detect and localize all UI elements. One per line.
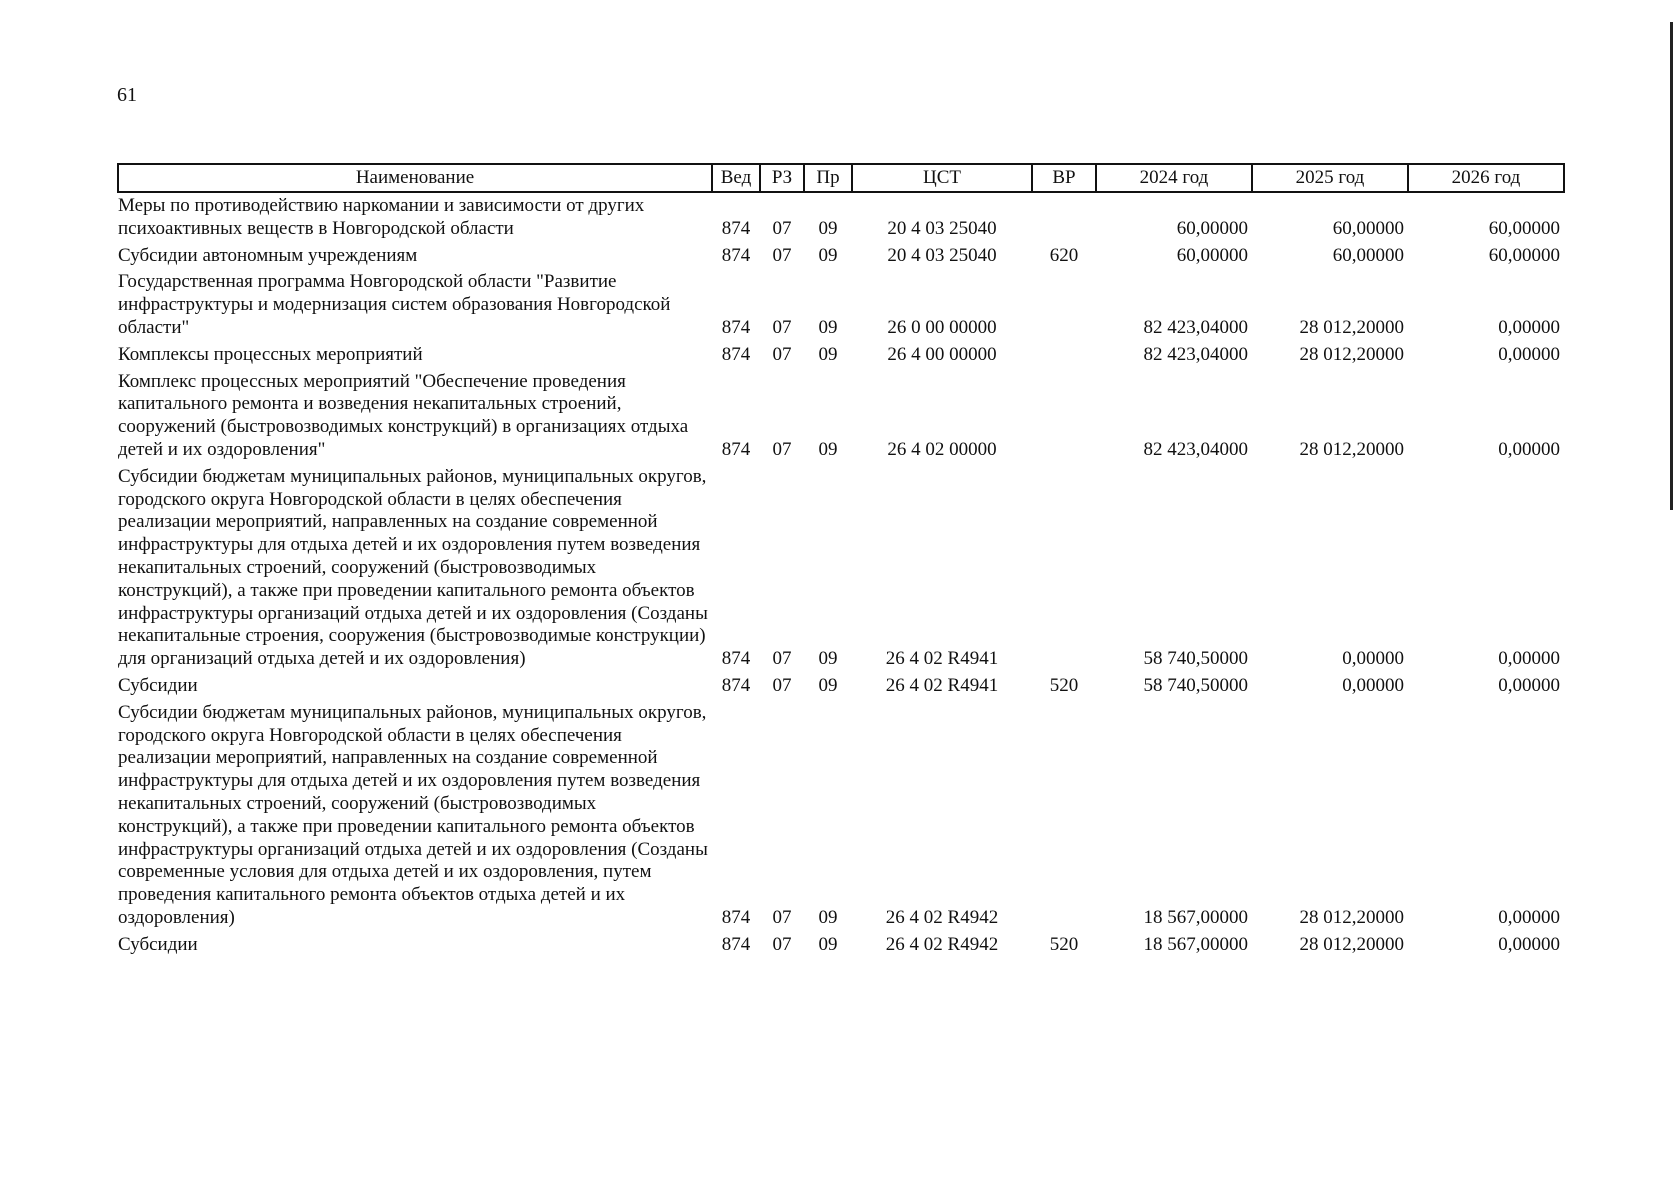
row-pr: 09 bbox=[818, 343, 838, 365]
row-2026: 0,00000 bbox=[1498, 648, 1560, 670]
row-2024: 18 567,00000 bbox=[1143, 933, 1248, 955]
row-cst: 20 4 03 25040 bbox=[887, 217, 997, 239]
row-2025: 60,00000 bbox=[1332, 217, 1404, 239]
table-row bbox=[118, 340, 1564, 367]
table-row bbox=[118, 671, 1564, 698]
row-2026: 0,00000 bbox=[1498, 906, 1560, 928]
row-ved: 874 bbox=[721, 438, 751, 460]
row-pr: 09 bbox=[818, 217, 838, 239]
header-vr: ВР bbox=[1032, 164, 1096, 192]
row-pr: 09 bbox=[818, 438, 838, 460]
header-ved: Вед bbox=[712, 164, 760, 192]
row-rz: 07 bbox=[772, 217, 792, 239]
row-pr: 09 bbox=[818, 648, 838, 670]
row-cst: 26 4 02 00000 bbox=[887, 438, 997, 460]
row-ved: 874 bbox=[721, 906, 751, 928]
row-2025: 28 012,20000 bbox=[1299, 906, 1404, 928]
row-ved: 874 bbox=[721, 674, 751, 696]
header-pr: Пр bbox=[804, 164, 852, 192]
row-2025: 28 012,20000 bbox=[1299, 343, 1404, 365]
row-cst: 26 4 00 00000 bbox=[887, 343, 997, 365]
row-vr bbox=[1032, 192, 1096, 241]
row-2024: 60,00000 bbox=[1176, 244, 1248, 266]
row-2024: 82 423,04000 bbox=[1143, 316, 1248, 338]
table-row bbox=[118, 698, 1564, 930]
row-2024: 60,00000 bbox=[1176, 217, 1248, 239]
row-ved: 874 bbox=[721, 933, 751, 955]
row-2026: 0,00000 bbox=[1498, 674, 1560, 696]
table-row bbox=[118, 930, 1564, 957]
table-row bbox=[118, 267, 1564, 339]
row-vr bbox=[1032, 367, 1096, 462]
row-name: Меры по противодействию наркомании и зависимости от других психоактивных веществ в Новгородской области bbox=[118, 195, 645, 239]
row-vr bbox=[1032, 698, 1096, 930]
row-2026: 0,00000 bbox=[1498, 438, 1560, 460]
header-2025: 2025 год bbox=[1252, 164, 1408, 192]
row-ved: 874 bbox=[721, 316, 751, 338]
row-rz: 07 bbox=[772, 343, 792, 365]
row-rz: 07 bbox=[772, 316, 792, 338]
row-cst: 20 4 03 25040 bbox=[887, 244, 997, 266]
row-2025: 60,00000 bbox=[1332, 244, 1404, 266]
row-vr: 520 bbox=[1049, 674, 1079, 696]
row-rz: 07 bbox=[772, 438, 792, 460]
row-cst: 26 4 02 R4941 bbox=[885, 674, 999, 696]
row-2025: 28 012,20000 bbox=[1299, 438, 1404, 460]
row-2026: 60,00000 bbox=[1488, 217, 1560, 239]
header-name: Наименование bbox=[118, 164, 712, 192]
header-2026: 2026 год bbox=[1408, 164, 1564, 192]
row-ved: 874 bbox=[721, 217, 751, 239]
row-pr: 09 bbox=[818, 674, 838, 696]
row-name: Комплексы процессных мероприятий bbox=[118, 343, 423, 365]
row-vr bbox=[1032, 340, 1096, 367]
row-cst: 26 4 02 R4941 bbox=[885, 648, 999, 670]
row-pr: 09 bbox=[818, 316, 838, 338]
scan-edge-line bbox=[1670, 22, 1673, 510]
header-rz: РЗ bbox=[760, 164, 804, 192]
table-row bbox=[118, 367, 1564, 462]
row-2024: 58 740,50000 bbox=[1143, 648, 1248, 670]
header-cst: ЦСТ bbox=[852, 164, 1032, 192]
row-pr: 09 bbox=[818, 906, 838, 928]
row-name: Субсидии бюджетам муниципальных районов, муниципальных округов, городского округа Новгородской области в целях обеспечения реализации мероприятий, направленных на создание современной инфраструктуры для отдыха детей и их оздоровления путем возведения некапитальных строений, сооружений (быстровозводимых конструкций), а также при проведении капитального ремонта объектов инфраструктуры организаций отдыха детей и их оздоровления (Созданы некапитальные строения, сооружения (быстровозводимые конструкции) для организаций отдыха детей и их оздоровления) bbox=[118, 465, 708, 670]
row-rz: 07 bbox=[772, 674, 792, 696]
row-2024: 58 740,50000 bbox=[1143, 674, 1248, 696]
row-ved: 874 bbox=[721, 244, 751, 266]
row-cst: 26 0 00 00000 bbox=[887, 316, 997, 338]
row-vr: 620 bbox=[1049, 244, 1079, 266]
row-pr: 09 bbox=[818, 933, 838, 955]
row-2025: 28 012,20000 bbox=[1299, 933, 1404, 955]
row-2025: 28 012,20000 bbox=[1299, 316, 1404, 338]
table-header bbox=[118, 164, 1564, 192]
page-number: 61 bbox=[117, 84, 137, 106]
row-name: Субсидии bbox=[118, 933, 198, 955]
row-name: Комплекс процессных мероприятий "Обеспечение проведения капитального ремонта и возведения некапитальных строений, сооружений (быстровозводимых конструкций) в организациях отдыха детей и их оздоровления" bbox=[118, 370, 689, 460]
row-2024: 82 423,04000 bbox=[1143, 438, 1248, 460]
row-2025: 0,00000 bbox=[1342, 648, 1404, 670]
row-name: Субсидии автономным учреждениям bbox=[118, 244, 418, 266]
row-2024: 82 423,04000 bbox=[1143, 343, 1248, 365]
row-rz: 07 bbox=[772, 244, 792, 266]
table-row bbox=[118, 192, 1564, 241]
row-ved: 874 bbox=[721, 343, 751, 365]
table-row bbox=[118, 241, 1564, 268]
budget-table bbox=[117, 163, 1565, 957]
row-name: Субсидии bbox=[118, 674, 198, 696]
row-vr: 520 bbox=[1049, 933, 1079, 955]
row-2026: 0,00000 bbox=[1498, 316, 1560, 338]
budget-table-container bbox=[117, 163, 1565, 957]
row-rz: 07 bbox=[772, 648, 792, 670]
row-cst: 26 4 02 R4942 bbox=[885, 906, 999, 928]
row-vr bbox=[1032, 267, 1096, 339]
row-ved: 874 bbox=[721, 648, 751, 670]
row-name: Государственная программа Новгородской области "Развитие инфраструктуры и модернизация систем образования Новгородской области" bbox=[118, 271, 671, 338]
row-2026: 0,00000 bbox=[1498, 933, 1560, 955]
row-vr bbox=[1032, 462, 1096, 671]
row-rz: 07 bbox=[772, 906, 792, 928]
row-name: Субсидии бюджетам муниципальных районов, муниципальных округов, городского округа Новгородской области в целях обеспечения реализации мероприятий, направленных на создание современной инфраструктуры для отдыха детей и их оздоровления путем возведения некапитальных строений, сооружений (быстровозводимых конструкций), а также при проведении капитального ремонта объектов инфраструктуры организаций отдыха детей и их оздоровления (Созданы современные условия для отдыха детей и их оздоровления, путем проведения капитального ремонта объектов отдыха детей и их оздоровления) bbox=[118, 701, 708, 928]
row-pr: 09 bbox=[818, 244, 838, 266]
row-cst: 26 4 02 R4942 bbox=[885, 933, 999, 955]
row-2026: 60,00000 bbox=[1488, 244, 1560, 266]
row-2024: 18 567,00000 bbox=[1143, 906, 1248, 928]
row-2025: 0,00000 bbox=[1342, 674, 1404, 696]
table-row bbox=[118, 462, 1564, 671]
row-rz: 07 bbox=[772, 933, 792, 955]
header-2024: 2024 год bbox=[1096, 164, 1252, 192]
row-2026: 0,00000 bbox=[1498, 343, 1560, 365]
table-body bbox=[118, 192, 1564, 957]
header-row bbox=[118, 164, 1564, 192]
